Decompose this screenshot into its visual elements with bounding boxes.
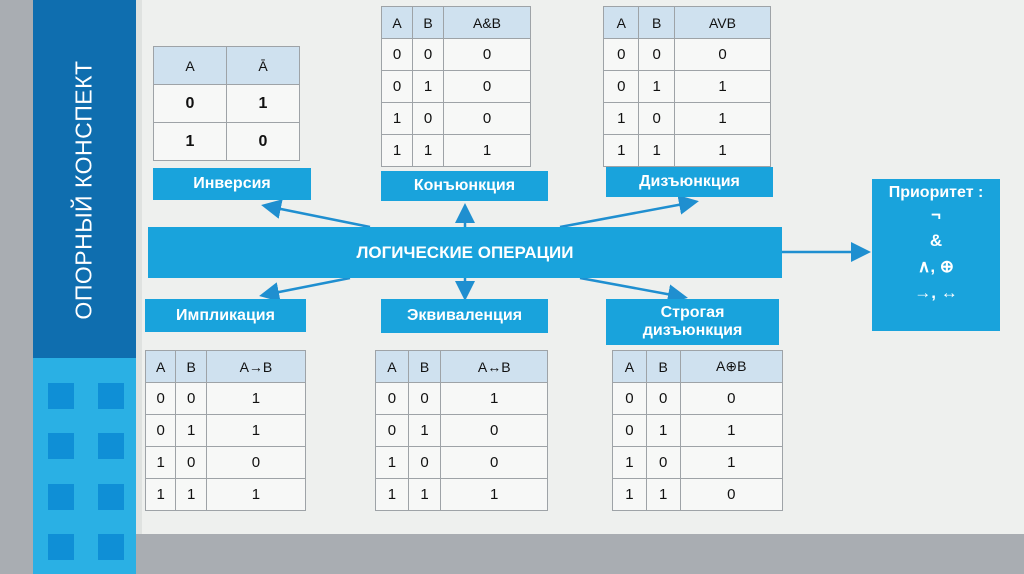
table-row	[154, 85, 300, 123]
table-cell: 0	[176, 383, 206, 415]
table-cell: 1	[146, 447, 176, 479]
table-cell: 1	[646, 479, 680, 511]
table-cell: 0	[413, 103, 444, 135]
header-cell: A	[376, 351, 409, 383]
table-cell: 0	[444, 103, 531, 135]
table-cell: 0	[639, 103, 674, 135]
table-cell: 0	[146, 415, 176, 447]
table-cell: 1	[604, 135, 639, 167]
table-row	[382, 103, 531, 135]
table-cell: 1	[176, 479, 206, 511]
table-cell: 1	[206, 383, 305, 415]
table-row	[146, 447, 306, 479]
header-cell: B	[408, 351, 441, 383]
priority-row: ¬	[931, 205, 941, 224]
equivalence-table	[375, 350, 548, 511]
table-cell: 1	[613, 447, 647, 479]
table-cell: 0	[646, 447, 680, 479]
table-cell: 1	[413, 71, 444, 103]
table-cell: 0	[444, 39, 531, 71]
table-cell: 1	[639, 71, 674, 103]
table-cell: 0	[604, 39, 639, 71]
table-cell: 0	[227, 123, 300, 161]
table-cell: 1	[206, 479, 305, 511]
header-cell: A⊕B	[680, 351, 783, 383]
table-cell: 1	[376, 447, 409, 479]
table-cell: 0	[408, 447, 441, 479]
table-cell: 0	[680, 383, 783, 415]
table-row	[613, 415, 783, 447]
header-cell: AVB	[674, 7, 770, 39]
table-cell: 1	[382, 135, 413, 167]
label-strict-disjunction: Строгая дизъюнкция	[606, 299, 779, 345]
header-cell: B	[639, 7, 674, 39]
header-cell: A&B	[444, 7, 531, 39]
label-disjunction: Дизъюнкция	[606, 167, 773, 197]
table-cell: 1	[408, 479, 441, 511]
table-row	[613, 479, 783, 511]
header-cell: A	[604, 7, 639, 39]
priority-box	[872, 179, 1000, 331]
table-cell: 0	[613, 383, 647, 415]
table-cell: 0	[146, 383, 176, 415]
table-cell: 0	[680, 479, 783, 511]
table-cell: 1	[227, 85, 300, 123]
label-implication: Импликация	[145, 299, 306, 332]
table-cell: 0	[382, 39, 413, 71]
header-cell: B	[413, 7, 444, 39]
table-row	[146, 479, 306, 511]
table-cell: 1	[376, 479, 409, 511]
table-cell: 0	[444, 71, 531, 103]
table-cell: 0	[154, 85, 227, 123]
table-header-row	[613, 351, 783, 383]
table-cell: 1	[680, 447, 783, 479]
label-conjunction: Конъюнкция	[381, 171, 548, 201]
table-row	[613, 383, 783, 415]
table-row	[604, 39, 771, 71]
header-cell: B	[176, 351, 206, 383]
disjunction-table	[603, 6, 771, 167]
table-cell: 0	[376, 383, 409, 415]
table-cell: 0	[613, 415, 647, 447]
table-cell: 1	[639, 135, 674, 167]
table-cell: 0	[206, 447, 305, 479]
table-row	[146, 383, 306, 415]
header-cell: Ā	[227, 47, 300, 85]
sidebar-title: ОПОРНЫЙ КОНСПЕКТ	[70, 60, 97, 320]
table-row	[604, 103, 771, 135]
table-cell: 1	[382, 103, 413, 135]
table-row	[604, 71, 771, 103]
table-cell: 1	[674, 135, 770, 167]
table-cell: 0	[382, 71, 413, 103]
priority-row: →, ↔	[914, 283, 958, 302]
arrow-to-implication	[264, 278, 350, 295]
table-cell: 0	[639, 39, 674, 71]
table-cell: 1	[674, 103, 770, 135]
table-row	[146, 415, 306, 447]
table-cell: 1	[176, 415, 206, 447]
table-cell: 1	[206, 415, 305, 447]
table-header-row	[154, 47, 300, 85]
header-cell: A	[613, 351, 647, 383]
header-cell: B	[646, 351, 680, 383]
priority-title: Приоритет :	[888, 184, 984, 201]
header-cell: A→B	[206, 351, 305, 383]
implication-table	[145, 350, 306, 511]
table-row	[154, 123, 300, 161]
header-cell: A↔B	[441, 351, 548, 383]
table-header-row	[604, 7, 771, 39]
main-title: ЛОГИЧЕСКИЕ ОПЕРАЦИИ	[148, 227, 782, 278]
table-row	[382, 135, 531, 167]
label-inversion: Инверсия	[153, 168, 311, 200]
table-cell: 1	[146, 479, 176, 511]
table-cell: 0	[408, 383, 441, 415]
table-cell: 1	[674, 71, 770, 103]
arrow-to-strict-disjunction	[580, 278, 683, 297]
table-cell: 1	[646, 415, 680, 447]
table-cell: 1	[408, 415, 441, 447]
table-row	[376, 479, 548, 511]
table-cell: 1	[441, 383, 548, 415]
table-cell: 0	[441, 447, 548, 479]
table-header-row	[146, 351, 306, 383]
priority-row: ∧, ⊕	[917, 257, 955, 276]
header-cell: A	[146, 351, 176, 383]
inversion-table	[153, 46, 300, 161]
arrow-to-inversion	[266, 206, 370, 227]
header-cell: A	[154, 47, 227, 85]
table-cell: 0	[441, 415, 548, 447]
table-row	[376, 447, 548, 479]
table-cell: 1	[413, 135, 444, 167]
table-cell: 0	[376, 415, 409, 447]
priority-row: &	[929, 231, 943, 250]
label-equivalence: Эквиваленция	[381, 299, 548, 333]
strict-disjunction-table	[612, 350, 783, 511]
table-cell: 0	[604, 71, 639, 103]
arrow-to-disjunction	[560, 202, 694, 227]
conjunction-table	[381, 6, 531, 167]
table-cell: 1	[444, 135, 531, 167]
table-row	[382, 71, 531, 103]
table-cell: 1	[613, 479, 647, 511]
table-row	[613, 447, 783, 479]
table-row	[604, 135, 771, 167]
table-cell: 0	[646, 383, 680, 415]
table-header-row	[376, 351, 548, 383]
table-cell: 0	[674, 39, 770, 71]
table-cell: 1	[680, 415, 783, 447]
table-cell: 1	[154, 123, 227, 161]
table-cell: 0	[176, 447, 206, 479]
table-cell: 1	[441, 479, 548, 511]
table-header-row	[382, 7, 531, 39]
header-cell: A	[382, 7, 413, 39]
table-row	[376, 383, 548, 415]
table-cell: 0	[413, 39, 444, 71]
table-row	[382, 39, 531, 71]
table-cell: 1	[604, 103, 639, 135]
table-row	[376, 415, 548, 447]
